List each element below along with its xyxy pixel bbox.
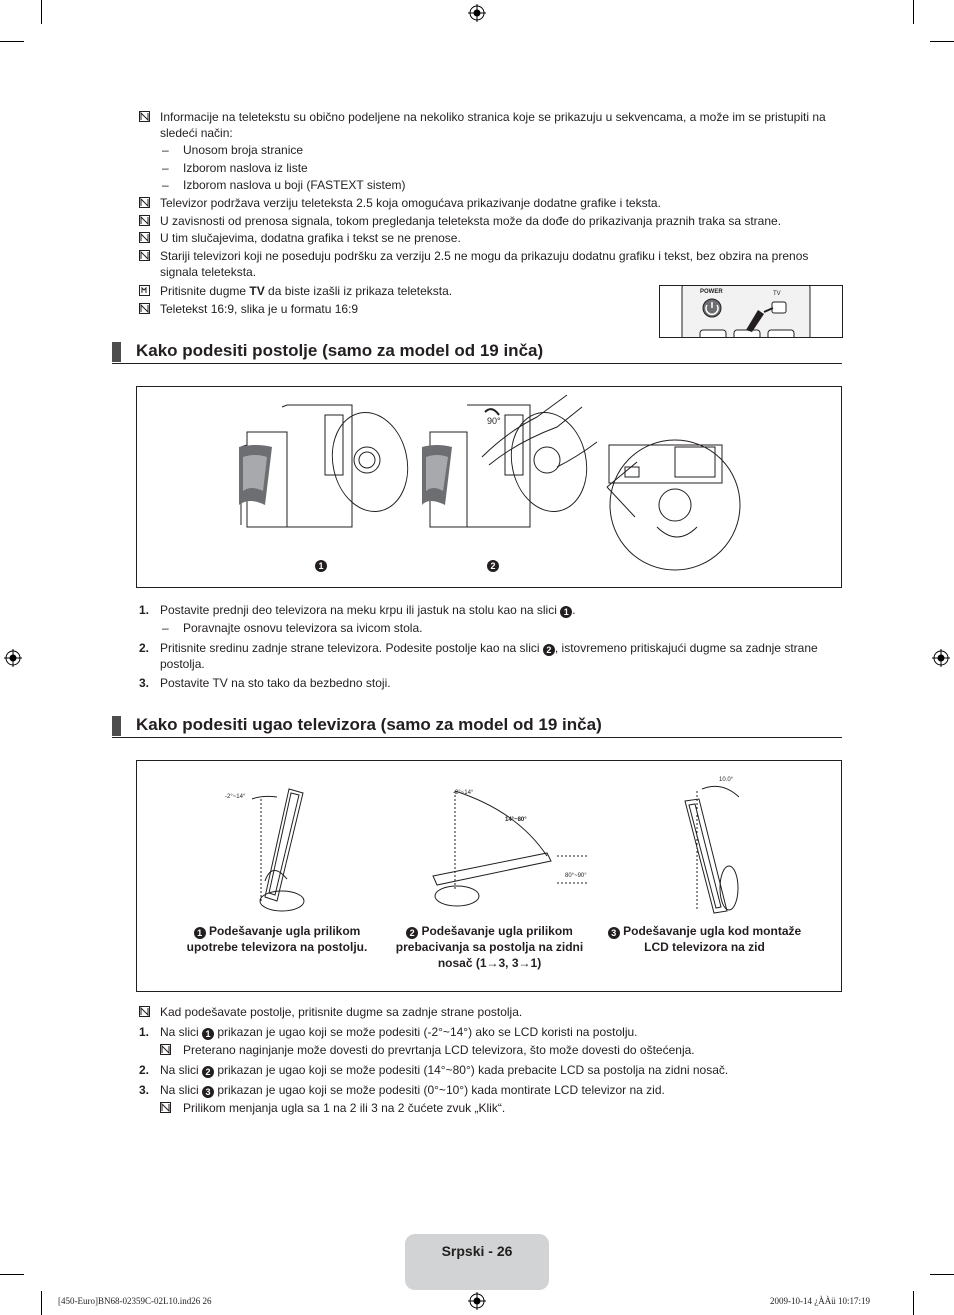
dash-marker: – [162, 143, 169, 157]
note-icon [139, 197, 150, 208]
registration-mark-icon [468, 1292, 486, 1310]
step-circle: 3 [202, 1086, 214, 1098]
dash-marker: – [162, 161, 169, 175]
press-tv-after: da biste izašli iz prikaza teleteksta. [264, 284, 453, 298]
step-text: Postavite TV na sto tako da bezbedno stoji. [160, 676, 391, 690]
caption-line: LCD televizora na zid [644, 940, 765, 954]
dash-marker: – [162, 178, 169, 192]
step-number: 3. [139, 676, 150, 690]
dash-item: Izborom naslova iz liste [183, 161, 308, 175]
remote-illustration [659, 285, 843, 338]
step-number: 1. [139, 603, 150, 617]
step-text [160, 640, 840, 672]
figure-label-1: 1 [315, 555, 327, 573]
caption-line: prebacivanja sa postolja na zidni [395, 940, 584, 954]
note-icon [160, 1102, 171, 1113]
section-marker [112, 716, 121, 736]
step-text-after: prikazan je ugao koji se može podesiti (0°~10°) kada montirate LCD televizor na zid. [214, 1083, 665, 1097]
note-icon [160, 1044, 171, 1055]
note-icon [139, 1006, 150, 1017]
caption-circle: 2 [406, 927, 418, 939]
caption-line: upotrebe televizora na postolju. [186, 940, 368, 954]
angle-figure [136, 760, 842, 992]
note-text: Teletekst 16:9, slika je u formatu 16:9 [160, 302, 359, 316]
remote-power-label: POWER [700, 289, 723, 295]
step-text-before: Postavite prednji deo televizora na meku krpu ili jastuk na stolu kao na slici [160, 603, 561, 617]
crop-mark [913, 0, 914, 24]
step-text-after: prikazan je ugao koji se može podesiti (14°~80°) kada prebacite LCD sa postolja na zidni nosač. [214, 1063, 729, 1077]
dash-marker: – [162, 621, 169, 635]
step-text-before: Na slici [160, 1083, 203, 1097]
angle-label-2b: 14°~80° [505, 817, 527, 823]
note-icon [139, 111, 150, 122]
note-text: Stariji televizori koji ne poseduju podršku za verziju 2.5 ne mogu da prikazuju dodatnu grafiku i tekst, bez obzira na prenos signala teleteksta. [160, 249, 809, 279]
note-icon [139, 232, 150, 243]
press-tv-before: Pritisnite dugme [160, 284, 250, 298]
step-number: 2. [139, 1063, 150, 1077]
footer-file: [450-Euro]BN68-02359C-02L10.ind26 26 [58, 1296, 212, 1306]
dash-item: Izborom naslova u boji (FASTEXT sistem) [183, 178, 406, 192]
step-circle: 1 [202, 1028, 214, 1040]
note-icon [139, 303, 150, 314]
step-text-before: Na slici [160, 1025, 203, 1039]
step-circle: 2 [202, 1066, 214, 1078]
step-circle: 1 [560, 606, 572, 618]
caption-line: Podešavanje ugla kod montaže [623, 924, 802, 938]
footer-date: 2009-10-14 ¿ÀÀü 10:17:19 [770, 1296, 870, 1306]
step-number: 2. [139, 641, 150, 655]
registration-mark-icon [4, 649, 22, 667]
step-text-before: Pritisnite sredinu zadnje strane televizora. Podesite postolje kao na slici [160, 641, 543, 655]
section-marker [112, 342, 121, 362]
section-rule [112, 737, 842, 738]
section-heading: Kako podesiti ugao televizora (samo za model od 19 inča) [136, 715, 602, 734]
caption-line: nosač (1→3, 3→1) [437, 956, 542, 970]
angle-label-2a: -2°~14° [453, 790, 474, 796]
registration-mark-icon [932, 649, 950, 667]
step-text-after: , istovremeno pritiskajući dugme sa zadnje strane postolja. [160, 641, 818, 671]
caption-line: Podešavanje ugla prilikom [421, 924, 573, 938]
angle-caption-2 [387, 923, 592, 971]
press-tv-bold: TV [249, 284, 265, 298]
note-text: U zavisnosti od prenosa signala, tokom pregledanja teleteksta može da dođe do prikazivanja praznih traka sa strane. [160, 214, 782, 228]
step-text-after: prikazan je ugao koji se može podesiti (-2°~14°) ako se LCD koristi na postolju. [214, 1025, 638, 1039]
note-icon [139, 250, 150, 261]
caption-circle: 3 [608, 927, 620, 939]
section-rule [112, 363, 842, 364]
press-button-icon [139, 285, 150, 296]
angle-label-2c: 80°~90° [565, 873, 587, 879]
section-heading: Kako podesiti postolje (samo za model od 19 inča) [136, 341, 544, 360]
angle-label: 90° [487, 416, 501, 426]
remote-tv-label: TV [773, 291, 781, 297]
step-text [160, 1024, 638, 1040]
crop-mark [913, 1291, 914, 1315]
note-icon [139, 215, 150, 226]
angle-caption-3 [597, 923, 812, 955]
press-tv-text [160, 283, 452, 299]
crop-mark [930, 41, 954, 42]
crop-mark [0, 41, 24, 42]
page-number: Srpski - 26 [441, 1243, 513, 1259]
caption-line: Podešavanje ugla prilikom [208, 924, 361, 938]
dash-item: Unosom broja stranice [183, 143, 304, 157]
crop-mark [0, 1274, 24, 1275]
note-text: U tim slučajevima, dodatna grafika i tekst se ne prenose. [160, 231, 461, 245]
step-text-after: . [572, 603, 576, 617]
angle-label-3: 10.0° [719, 777, 734, 783]
crop-mark [930, 1274, 954, 1275]
caption-circle: 1 [194, 927, 206, 939]
step-number: 3. [139, 1083, 150, 1097]
crop-mark [41, 1291, 42, 1315]
step-circle: 2 [543, 644, 555, 656]
subnote-text: Preterano naginjanje može dovesti do prevrtanja LCD televizora, što može dovesti do oštećenja. [183, 1043, 695, 1057]
note-text: Informacije na teletekstu su obično podeljene na nekoliko stranica koje se prikazuju u sekvencama, a može im se pristupiti na sledeći način: [160, 110, 826, 140]
note-text: Televizor podržava verziju teleteksta 2.5 koja omogućava prikazivanje dodatne grafike i teksta. [160, 196, 661, 210]
step-text [160, 1082, 665, 1098]
step-text [160, 1062, 728, 1078]
step-text-before: Na slici [160, 1063, 203, 1077]
registration-mark-icon [468, 4, 486, 22]
stand-figure [136, 386, 842, 588]
step-dash-text: Poravnajte osnovu televizora sa ivicom stola. [183, 621, 423, 635]
figure-label-2: 2 [487, 555, 499, 573]
crop-mark [41, 0, 42, 24]
angle-caption-1 [167, 923, 387, 955]
angle-label-1: -2°~14° [225, 794, 246, 800]
subnote-text: Prilikom menjanja ugla sa 1 na 2 ili 3 na 2 čućete zvuk „Klik“. [183, 1101, 506, 1115]
step-number: 1. [139, 1025, 150, 1039]
note-text: Kad podešavate postolje, pritisnite dugme sa zadnje strane postolja. [160, 1005, 523, 1019]
step-text [160, 602, 576, 618]
remote-drawing [660, 286, 842, 337]
